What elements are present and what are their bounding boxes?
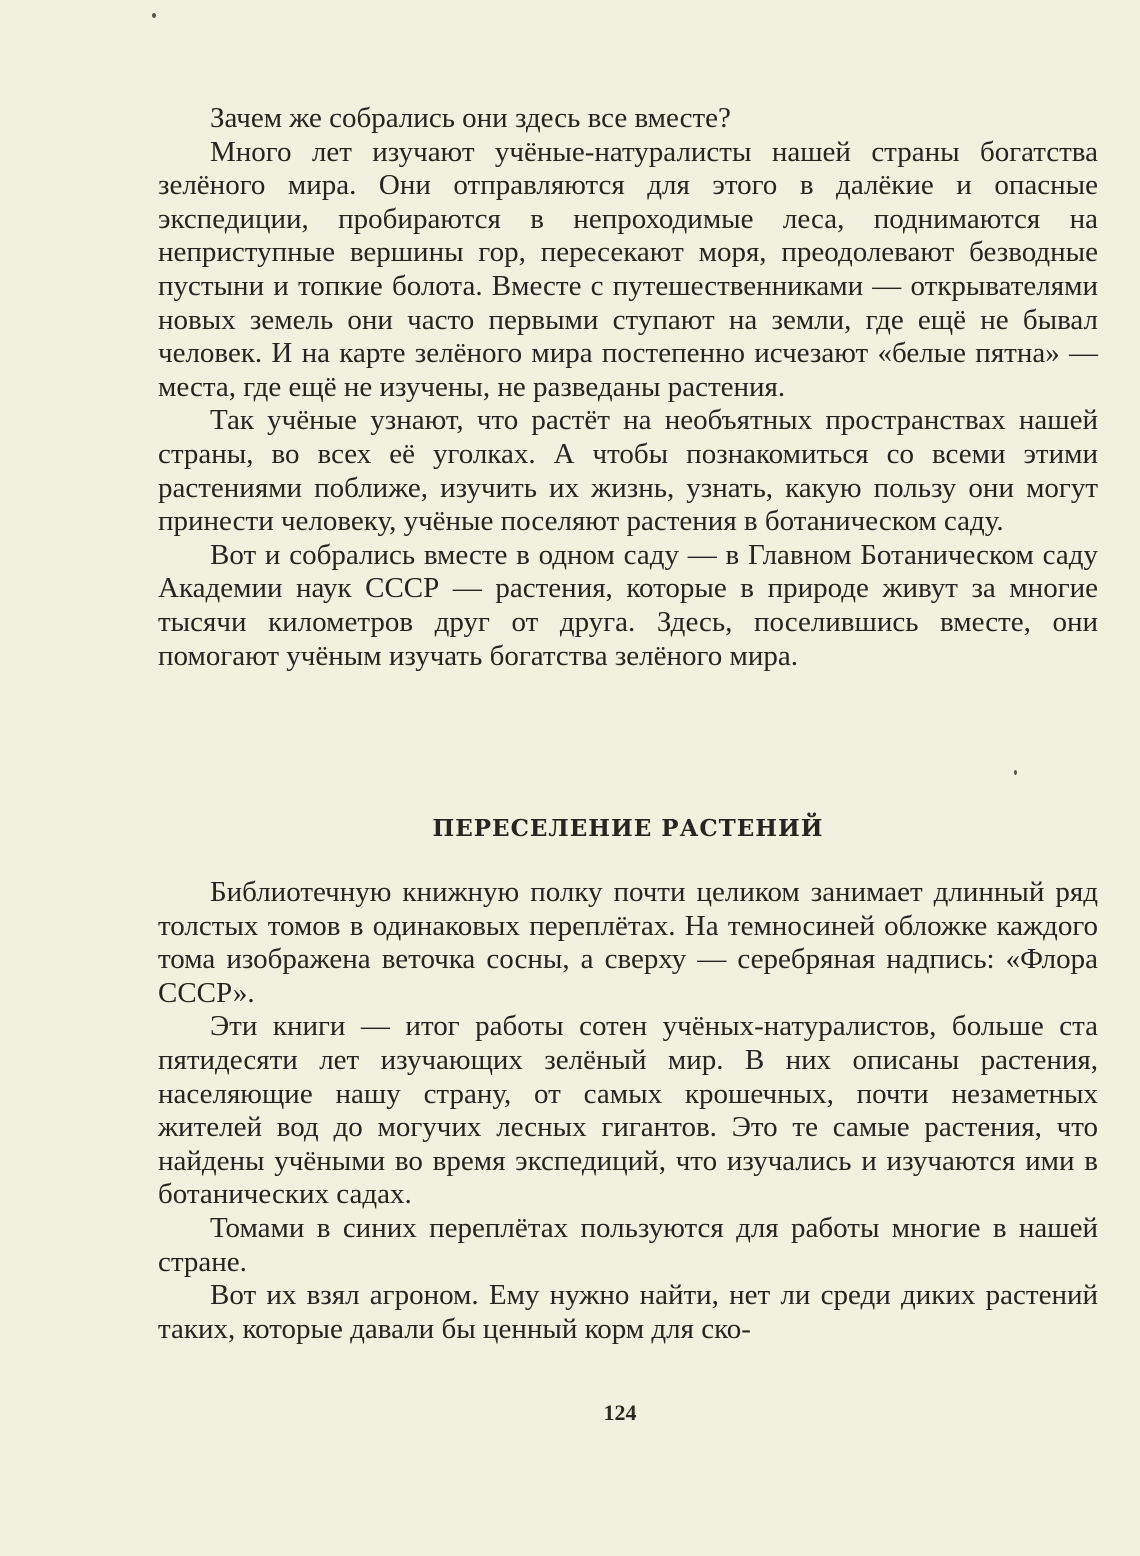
paragraph: Так учёные узнают, что растёт на необъятных пространствах нашей страны, во всех её уголках. А чтобы познакомиться со всеми этими растениями поближе, изучить их жизнь, узнать, какую пользу они могут принести человеку, учёные поселяют растения в ботаническом саду. xyxy=(158,404,1098,538)
paragraph: Зачем же собрались они здесь все вместе? xyxy=(210,102,731,134)
paragraph: Эти книги — итог работы сотен учёных-натуралистов, больше ста пятидесяти лет изучающих зелёный мир. В них описаны растения, населяющие нашу страну, от самых крошечных, почти незаметных жителей вод до могучих лесных гигантов. Это те самые растения, что найдены учёными во время экспедиций, что изучались и изучаются ими в ботанических садах. xyxy=(158,1010,1098,1211)
paragraph: Много лет изучают учёные-натуралисты нашей страны богатства зелёного мира. Они отправляются для этого в далёкие и опасные экспедиции, пробираются в непроходимые леса, поднимаются на неприступные вершины гор, пересекают моря, преодолевают безводные пустыни и топкие болота. Вместе с путешественниками — открывателями новых земель они часто первыми ступают на земли, где ещё не бывал человек. И на карте зелёного мира постепенно исчезают «белые пятна» — места, где ещё не изучены, не разведаны растения. xyxy=(158,135,1098,403)
ink-speck xyxy=(1014,770,1017,775)
ink-speck xyxy=(152,13,156,18)
top-text-block xyxy=(158,102,1098,673)
bottom-text-block xyxy=(158,876,1098,1346)
section-heading: ПЕРЕСЕЛЕНИЕ РАСТЕНИЙ xyxy=(432,815,824,842)
paragraph: Вот и собрались вместе в одном саду — в Главном Ботаническом саду Академии наук СССР — растения, которые в природе живут за многие тысячи километров друг от друга. Здесь, поселившись вместе, они помогают учёным изучать богатства зелёного мира. xyxy=(158,538,1098,672)
paragraph: Библиотечную книжную полку почти целиком занимает длинный ряд толстых томов в одинаковых переплётах. На темносиней обложке каждого тома изображена веточка сосны, а сверху — серебряная надпись: «Флора СССР». xyxy=(158,876,1098,1009)
paragraph: Вот их взял агроном. Ему нужно найти, нет ли среди диких растений таких, которые давали бы ценный корм для ско- xyxy=(158,1279,1098,1345)
paragraph: Томами в синих переплётах пользуются для работы многие в нашей стране. xyxy=(158,1211,1098,1278)
page-number: 124 xyxy=(603,1400,637,1425)
